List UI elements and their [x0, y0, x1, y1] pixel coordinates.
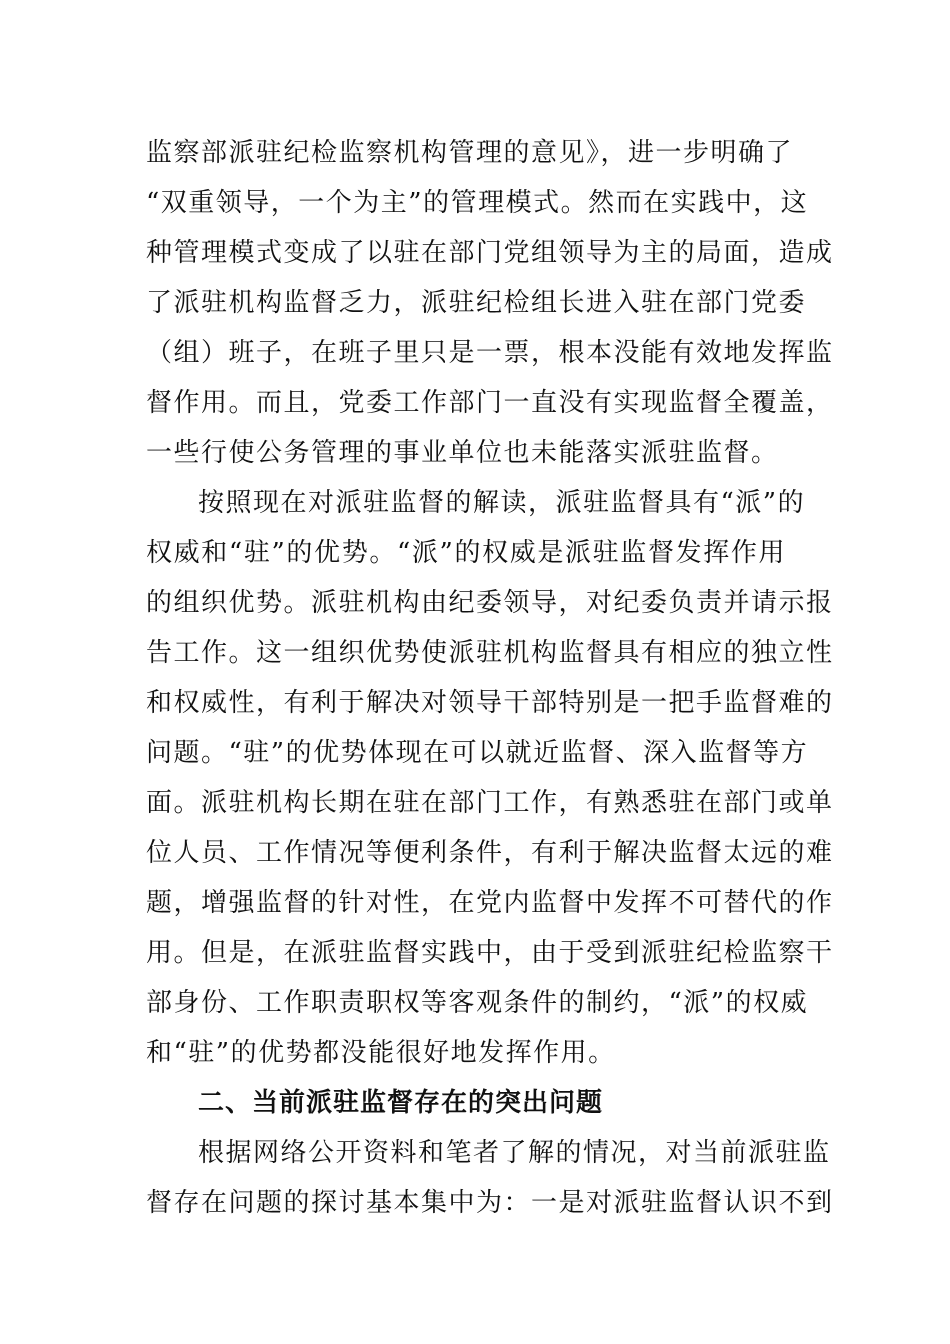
text-line: 督作用。而且，党委工作部门一直没有实现监督全覆盖，: [146, 388, 834, 418]
text-line: “双重领导，一个为主”的管理模式。然而在实践中，这: [146, 188, 809, 218]
text-line: 的组织优势。派驻机构由纪委领导，对纪委负责并请示报: [146, 588, 834, 618]
text-line: 种管理模式变成了以驻在部门党组领导为主的局面，造成: [146, 238, 834, 268]
text-line: 权威和“驻”的优势。“派”的权威是派驻监督发挥作用: [146, 538, 786, 568]
text-line: 题，增强监督的针对性，在党内监督中发挥不可替代的作: [146, 888, 834, 918]
text-line: 位人员、工作情况等便利条件，有利于解决监督太远的难: [146, 838, 834, 868]
text-line: 和“驻”的优势都没能很好地发挥作用。: [146, 1038, 616, 1068]
text-line: 督存在问题的探讨基本集中为：一是对派驻监督认识不到: [146, 1188, 834, 1218]
text-line: 了派驻机构监督乏力，派驻纪检组长进入驻在部门党委: [146, 288, 807, 318]
text-line: 问题。“驻”的优势体现在可以就近监督、深入监督等方: [146, 738, 809, 768]
text-line: 告工作。这一组织优势使派驻机构监督具有相应的独立性: [146, 638, 834, 668]
text-line: 一些行使公务管理的事业单位也未能落实派驻监督。: [146, 438, 779, 468]
text-line: 用。但是，在派驻监督实践中，由于受到派驻纪检监察干: [146, 938, 834, 968]
text-line: 和权威性，有利于解决对领导干部特别是一把手监督难的: [146, 688, 834, 718]
text-line: 部身份、工作职责职权等客观条件的制约，“派”的权威: [146, 988, 809, 1018]
text-line: 面。派驻机构长期在驻在部门工作，有熟悉驻在部门或单: [146, 788, 834, 818]
text-line: （组）班子，在班子里只是一票，根本没能有效地发挥监: [146, 338, 834, 368]
paragraph-first-line: 根据网络公开资料和笔者了解的情况，对当前派驻监: [198, 1138, 831, 1168]
section-heading: 二、当前派驻监督存在的突出问题: [198, 1088, 604, 1118]
paragraph-first-line: 按照现在对派驻监督的解读，派驻监督具有“派”的: [198, 488, 806, 518]
text-line: 监察部派驻纪检监察机构管理的意见》，进一步明确了: [146, 138, 794, 168]
